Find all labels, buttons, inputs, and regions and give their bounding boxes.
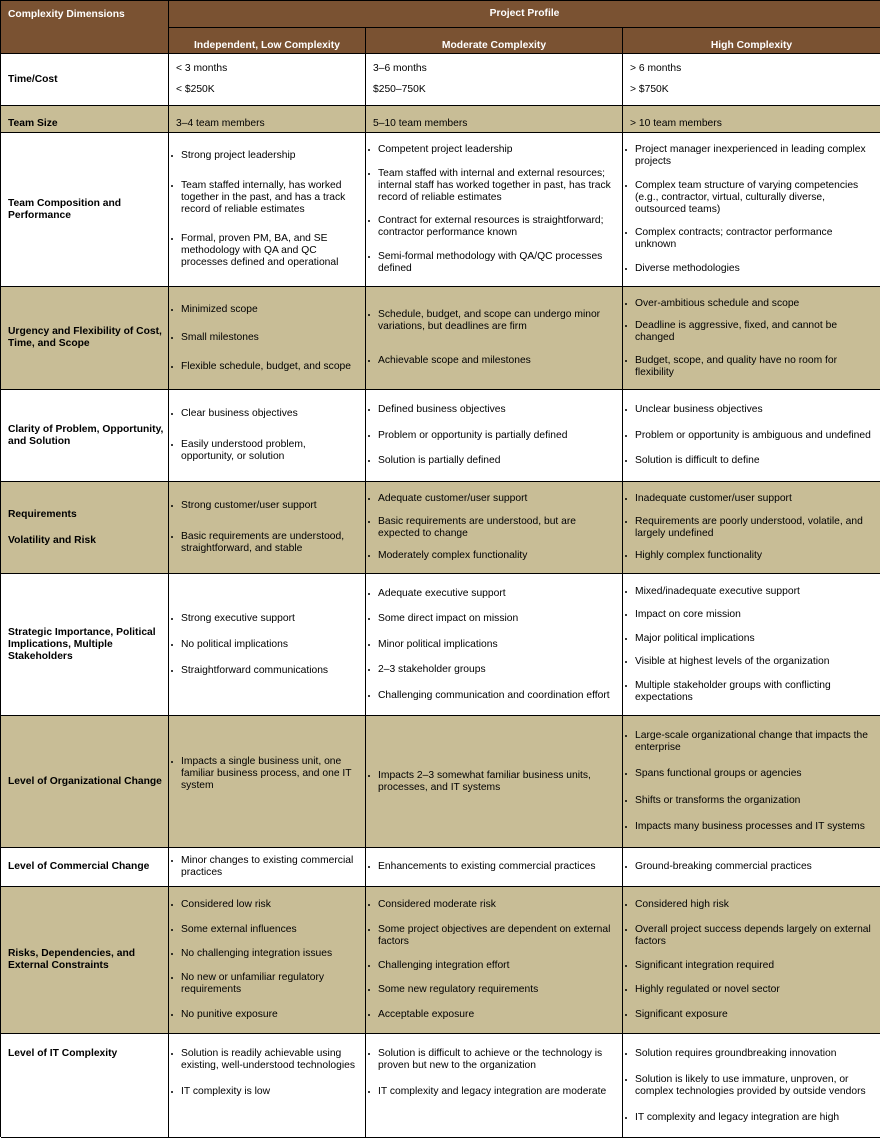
list-item: Enhancements to existing commercial practices <box>373 861 617 873</box>
list-item: No challenging integration issues <box>176 948 360 960</box>
list-item: Over-ambitious schedule and scope <box>630 298 875 310</box>
row-label-urgency <box>1 287 169 390</box>
list-item: Formal, proven PM, BA, and SE methodology with QA and QC processes defined and operational <box>176 233 360 269</box>
list-item: Diverse methodologies <box>630 263 875 275</box>
list-item: Budget, scope, and quality have no room for flexibility <box>630 355 875 379</box>
cell-high <box>623 716 880 848</box>
list-item: Easily understood problem, opportunity, or solution <box>176 439 360 463</box>
cell-low <box>169 54 366 106</box>
list-item: Challenging integration effort <box>373 960 617 972</box>
list-item: Complex contracts; contractor performance unknown <box>630 227 875 251</box>
cell-moderate <box>366 133 623 287</box>
list-item: Impact on core mission <box>630 609 875 621</box>
list-item: Large-scale organizational change that impacts the enterprise <box>630 730 875 754</box>
list-item: Significant integration required <box>630 960 875 972</box>
list-item: Minor political implications <box>373 639 617 651</box>
list-item: Mixed/inadequate executive support <box>630 586 875 598</box>
list-item: Some external influences <box>176 924 360 936</box>
cell-low <box>169 482 366 574</box>
list-item: $250–750K <box>373 84 426 95</box>
row-label-text: Volatility and Risk <box>8 534 96 546</box>
cell-moderate <box>366 574 623 716</box>
header-project-profile: Project Profile <box>169 1 880 28</box>
cell-high <box>623 287 880 390</box>
cell-low <box>169 1034 366 1138</box>
list-item: Team staffed internally, has worked together in the past, and has a track record of reliable estimates <box>176 180 360 216</box>
cell-high <box>623 574 880 716</box>
list-item: Solution is readily achievable using existing, well-understood technologies <box>176 1048 360 1072</box>
list-item: Multiple stakeholder groups with conflicting expectations <box>630 680 875 704</box>
cell-moderate <box>366 482 623 574</box>
row-label-time-cost <box>1 54 169 106</box>
list-item: Unclear business objectives <box>630 404 875 416</box>
list-item: Requirements are poorly understood, volatile, and largely undefined <box>630 516 875 540</box>
cell-high <box>623 1034 880 1138</box>
list-item: Problem or opportunity is ambiguous and undefined <box>630 430 875 442</box>
cell-moderate <box>366 390 623 482</box>
cell-low <box>169 106 366 133</box>
list-item: > 10 team members <box>630 118 722 129</box>
cell-low <box>169 390 366 482</box>
list-item: < $250K <box>176 84 215 95</box>
list-item: Solution is difficult to achieve or the technology is proven but new to the organization <box>373 1048 617 1072</box>
list-item: Overall project success depends largely on external factors <box>630 924 875 948</box>
list-item: Adequate customer/user support <box>373 493 617 505</box>
row-label-risks <box>1 887 169 1034</box>
row-label-team-composition <box>1 133 169 287</box>
list-item: Impacts a single business unit, one familiar business process, and one IT system <box>176 756 360 792</box>
list-item: 3–6 months <box>373 63 427 74</box>
row-label-text: Clarity of Problem, Opportunity, and Solution <box>8 423 164 447</box>
cell-low <box>169 716 366 848</box>
list-item: Minimized scope <box>176 304 360 316</box>
list-item: Highly regulated or novel sector <box>630 984 875 996</box>
list-item: > 6 months <box>630 63 682 74</box>
row-label-text: Time/Cost <box>8 73 58 85</box>
cell-low <box>169 574 366 716</box>
list-item: Semi-formal methodology with QA/QC processes defined <box>373 251 617 275</box>
row-label-requirements <box>1 482 169 574</box>
cell-moderate <box>366 287 623 390</box>
cell-low <box>169 133 366 287</box>
cell-low <box>169 848 366 887</box>
list-item: Deadline is aggressive, fixed, and cannot be changed <box>630 320 875 344</box>
list-item: IT complexity and legacy integration are high <box>630 1112 875 1124</box>
list-item: Ground-breaking commercial practices <box>630 861 875 873</box>
list-item: Significant exposure <box>630 1009 875 1021</box>
header-moderate: Moderate Complexity <box>366 28 623 54</box>
cell-moderate <box>366 1034 623 1138</box>
list-item: Some direct impact on mission <box>373 613 617 625</box>
row-label-commercial-change <box>1 848 169 887</box>
list-item: Spans functional groups or agencies <box>630 768 875 780</box>
list-item: Project manager inexperienced in leading complex projects <box>630 144 875 168</box>
row-label-text: Requirements <box>8 508 77 520</box>
list-item: Solution is partially defined <box>373 455 617 467</box>
list-item: Some project objectives are dependent on external factors <box>373 924 617 948</box>
list-item: Flexible schedule, budget, and scope <box>176 361 360 373</box>
list-item: Solution is difficult to define <box>630 455 875 467</box>
list-item: Competent project leadership <box>373 144 617 156</box>
cell-high <box>623 482 880 574</box>
list-item: No political implications <box>176 639 360 651</box>
row-label-org-change <box>1 716 169 848</box>
list-item: Some new regulatory requirements <box>373 984 617 996</box>
list-item: > $750K <box>630 84 669 95</box>
cell-low <box>169 887 366 1034</box>
row-label-strategic <box>1 574 169 716</box>
cell-high <box>623 390 880 482</box>
cell-high <box>623 106 880 133</box>
list-item: Impacts 2–3 somewhat familiar business units, processes, and IT systems <box>373 770 617 794</box>
list-item: 2–3 stakeholder groups <box>373 664 617 676</box>
list-item: Minor changes to existing commercial practices <box>176 855 360 879</box>
list-item: Strong customer/user support <box>176 500 360 512</box>
list-item: Visible at highest levels of the organization <box>630 656 875 668</box>
row-label-it-complexity <box>1 1034 169 1138</box>
row-label-text: Strategic Importance, Political Implications, Multiple Stakeholders <box>8 626 156 662</box>
list-item: No punitive exposure <box>176 1009 360 1021</box>
list-item: Adequate executive support <box>373 588 617 600</box>
header-low: Independent, Low Complexity <box>169 28 366 54</box>
cell-high <box>623 54 880 106</box>
list-item: Considered moderate risk <box>373 899 617 911</box>
list-item: Highly complex functionality <box>630 550 875 562</box>
list-item: Acceptable exposure <box>373 1009 617 1021</box>
list-item: Defined business objectives <box>373 404 617 416</box>
list-item: No new or unfamiliar regulatory requirements <box>176 972 360 996</box>
row-label-text: Team Composition and Performance <box>8 197 122 221</box>
cell-high <box>623 133 880 287</box>
list-item: IT complexity is low <box>176 1086 360 1098</box>
row-label-text: Team Size <box>8 118 58 129</box>
list-item: < 3 months <box>176 63 228 74</box>
list-item: Inadequate customer/user support <box>630 493 875 505</box>
list-item: IT complexity and legacy integration are moderate <box>373 1086 617 1098</box>
list-item: Basic requirements are understood, straightforward, and stable <box>176 531 360 555</box>
list-item: 5–10 team members <box>373 118 468 129</box>
list-item: Strong project leadership <box>176 150 360 162</box>
list-item: Schedule, budget, and scope can undergo minor variations, but deadlines are firm <box>373 309 617 333</box>
cell-moderate <box>366 54 623 106</box>
list-item: Contract for external resources is straightforward; contractor performance known <box>373 215 617 239</box>
spacer <box>8 521 164 535</box>
header-dimensions: Complexity Dimensions <box>1 1 169 54</box>
cell-high <box>623 887 880 1034</box>
list-item: Basic requirements are understood, but are expected to change <box>373 516 617 540</box>
row-label-text: Level of Organizational Change <box>8 775 162 787</box>
list-item: Considered low risk <box>176 899 360 911</box>
list-item: Team staffed with internal and external resources; internal staff has worked together in past, has track record of reliable estimates <box>373 168 617 204</box>
list-item: Strong executive support <box>176 613 360 625</box>
list-item: Problem or opportunity is partially defined <box>373 430 617 442</box>
list-item: Small milestones <box>176 332 360 344</box>
list-item: Impacts many business processes and IT systems <box>630 821 875 833</box>
list-item: Major political implications <box>630 633 875 645</box>
row-label-clarity <box>1 390 169 482</box>
list-item: Achievable scope and milestones <box>373 355 617 367</box>
cell-moderate <box>366 716 623 848</box>
cell-low <box>169 287 366 390</box>
cell-moderate <box>366 106 623 133</box>
list-item: Considered high risk <box>630 899 875 911</box>
list-item: Complex team structure of varying competencies (e.g., contractor, virtual, culturally diverse, outsourced teams) <box>630 180 875 216</box>
row-label-text: Level of Commercial Change <box>8 861 150 872</box>
list-item: Challenging communication and coordination effort <box>373 690 617 702</box>
list-item: Moderately complex functionality <box>373 550 617 562</box>
list-item: 3–4 team members <box>176 118 265 129</box>
row-label-text: Level of IT Complexity <box>8 1048 118 1059</box>
list-item: Solution is likely to use immature, unproven, or complex technologies provided by outside vendors <box>630 1074 875 1098</box>
list-item: Clear business objectives <box>176 408 360 420</box>
list-item: Solution requires groundbreaking innovation <box>630 1048 875 1060</box>
list-item: Shifts or transforms the organization <box>630 795 875 807</box>
list-item: Straightforward communications <box>176 665 360 677</box>
cell-moderate <box>366 887 623 1034</box>
cell-high <box>623 848 880 887</box>
row-label-text: Risks, Dependencies, and External Constraints <box>8 948 136 971</box>
header-high: High Complexity <box>623 28 880 54</box>
row-label-team-size <box>1 106 169 133</box>
row-label-text: Urgency and Flexibility of Cost, Time, and Scope <box>8 326 162 349</box>
cell-moderate <box>366 848 623 887</box>
